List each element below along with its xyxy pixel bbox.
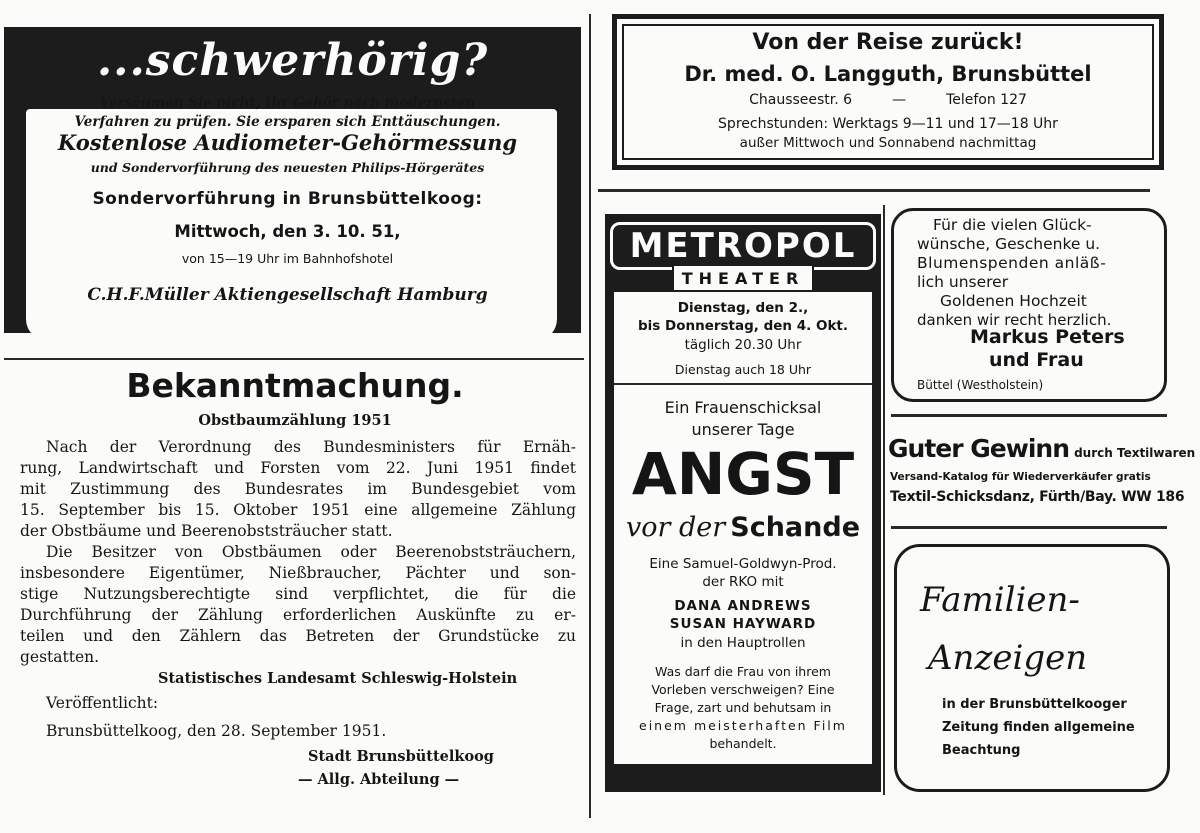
notice-signature-city: Stadt Brunsbüttelkoog — [308, 748, 494, 765]
notice-line: Nach der Verordnung des Bundesministers für Ernäh- — [46, 438, 576, 456]
gold-wedding-line: danken wir recht herzlich. — [917, 311, 1112, 329]
doctor-ad-address-row — [612, 92, 1164, 108]
metropol-tagline-2: unserer Tage — [691, 420, 795, 439]
notice-line: gestatten. — [20, 648, 100, 666]
metropol-date-to: bis Donnerstag, den 4. Okt. — [637, 318, 849, 334]
textil-bottom-rule — [891, 526, 1167, 529]
right-column-divider — [883, 205, 885, 795]
hearing-ad-line4: und Sondervorführung des neuesten Philips-Hörgerätes — [90, 160, 485, 175]
notice-top-rule — [4, 358, 584, 360]
hearing-ad-line3: Kostenlose Audiometer-Gehörmessung — [57, 130, 518, 155]
metropol-theater-label: THEATER — [672, 266, 814, 292]
doctor-ad-hours-exception: außer Mittwoch und Sonnabend nachmittag — [739, 135, 1037, 151]
gold-wedding-place: Büttel (Westholstein) — [917, 378, 1044, 392]
notice-line: stige Nutzungsberechtigte sind verpflichtet, die für die — [20, 585, 576, 603]
doctor-bottom-rule — [598, 189, 1150, 192]
gold-wedding-line: lich unserer — [917, 273, 1009, 291]
notice-signature-department: — Allg. Abteilung — — [298, 771, 460, 788]
notice-line: mit Zustimmung des Bundesrates im Bundesgebiet vom — [20, 480, 576, 498]
textil-address: Textil-Schicksdanz, Fürth/Bay. WW 186 — [890, 489, 1185, 505]
doctor-ad-street: Chausseestr. 6 — [749, 92, 853, 108]
gold-wedding-name-suffix: und Frau — [989, 349, 1084, 371]
notice-line: 15. September bis 15. Oktober 1951 eine allgemeine Zählung — [20, 501, 576, 519]
notice-line: teilen und den Zählern das Betreten der Grundstücke zu — [20, 627, 576, 645]
metropol-divider — [614, 383, 872, 385]
metropol-tagline-1: Ein Frauenschicksal — [664, 398, 822, 417]
hearing-ad-title: ...schwerhörig? — [96, 35, 489, 86]
gold-wedding-line: Goldenen Hochzeit — [940, 292, 1087, 310]
hearing-ad-line6: Mittwoch, den 3. 10. 51, — [174, 222, 401, 241]
notice-place-date: Brunsbüttelkoog, den 28. September 1951. — [46, 722, 387, 740]
familien-text-1: in der Brunsbüttelkooger — [942, 697, 1127, 712]
notice-published-label: Veröffentlicht: — [46, 694, 159, 712]
gold-wedding-line: Blumenspenden anläß- — [917, 254, 1107, 272]
hearing-ad-line5: Sondervorführung in Brunsbüttelkoog: — [92, 189, 483, 209]
metropol-film-subtitle-bold: Schande — [730, 512, 861, 543]
notice-line: insbesondere Eigentümer, Nießbraucher, Pächter und son- — [20, 564, 576, 582]
metropol-question-5: behandelt. — [709, 736, 777, 751]
metropol-time-tuesday: Dienstag auch 18 Uhr — [674, 362, 812, 377]
textil-top-rule — [891, 414, 1167, 417]
metropol-question-2: Vorleben verschweigen? Eine — [651, 682, 835, 697]
familien-title-1: Familien- — [920, 580, 1080, 620]
metropol-studio: der RKO mit — [702, 574, 784, 590]
textil-catalog: Versand-Katalog für Wiederverkäufer gratis — [890, 471, 1151, 483]
hearing-ad-line7: von 15—19 Uhr im Bahnhofshotel — [181, 251, 394, 266]
gold-wedding-line: wünsche, Geschenke u. — [917, 235, 1101, 253]
metropol-actor-1: DANA ANDREWS — [674, 598, 812, 614]
metropol-film-subtitle-script: vor der — [625, 512, 726, 543]
familien-title-2: Anzeigen — [928, 638, 1088, 678]
hearing-ad-line1: Versäumen Sie nicht, Ihr Gehör nach modernsten — [99, 95, 476, 111]
textil-headline-small: durch Textilwaren — [1074, 446, 1196, 460]
metropol-title: METROPOL — [629, 226, 857, 266]
doctor-ad-hours: Sprechstunden: Werktags 9—11 und 17—18 Uhr — [718, 116, 1058, 132]
notice-line: Durchführung der Zählung erforderlichen Auskünfte zu er- — [20, 606, 576, 624]
metropol-film-title: ANGST — [631, 440, 855, 508]
metropol-production: Eine Samuel-Goldwyn-Prod. — [649, 556, 837, 572]
gold-wedding-name: Markus Peters — [970, 326, 1125, 348]
doctor-ad-name: Dr. med. O. Langguth, Brunsbüttel — [684, 62, 1092, 86]
metropol-time-daily: täglich 20.30 Uhr — [684, 337, 802, 353]
familien-text-2: Zeitung finden allgemeine — [942, 720, 1135, 735]
doctor-ad-dash: — — [892, 92, 907, 108]
gold-wedding-line: Für die vielen Glück- — [933, 216, 1092, 234]
hearing-ad-line2: Verfahren zu prüfen. Sie ersparen sich Enttäuschungen. — [74, 114, 501, 130]
notice-title: Bekanntmachung. — [126, 366, 464, 405]
familien-text-3: Beachtung — [942, 743, 1021, 758]
doctor-ad-headline: Von der Reise zurück! — [752, 30, 1024, 55]
metropol-date-from: Dienstag, den 2., — [677, 300, 809, 316]
metropol-roles: in den Hauptrollen — [680, 635, 806, 651]
metropol-actor-2: SUSAN HAYWARD — [669, 616, 817, 632]
metropol-question-3: Frage, zart und behutsam in — [654, 700, 832, 715]
notice-line: rung, Landwirtschaft und Forsten vom 22. Juni 1951 findet — [20, 459, 576, 477]
notice-line: Die Besitzer von Obstbäumen oder Beerenobststräuchern, — [46, 543, 576, 561]
hearing-ad-line8: C.H.F.Müller Aktiengesellschaft Hamburg — [87, 285, 488, 305]
notice-authority: Statistisches Landesamt Schleswig-Holstein — [158, 670, 518, 687]
notice-subtitle: Obstbaumzählung 1951 — [198, 412, 392, 429]
metropol-film-subtitle — [614, 508, 872, 551]
doctor-ad-phone: Telefon 127 — [946, 92, 1027, 108]
metropol-question-1: Was darf die Frau von ihrem — [655, 664, 831, 679]
metropol-question-4: einem meisterhaften Film — [639, 718, 847, 733]
notice-line: der Obstbäume und Beerenobststräucher statt. — [20, 522, 393, 540]
textil-headline-row — [888, 434, 1195, 463]
textil-headline: Guter Gewinn — [888, 434, 1069, 463]
